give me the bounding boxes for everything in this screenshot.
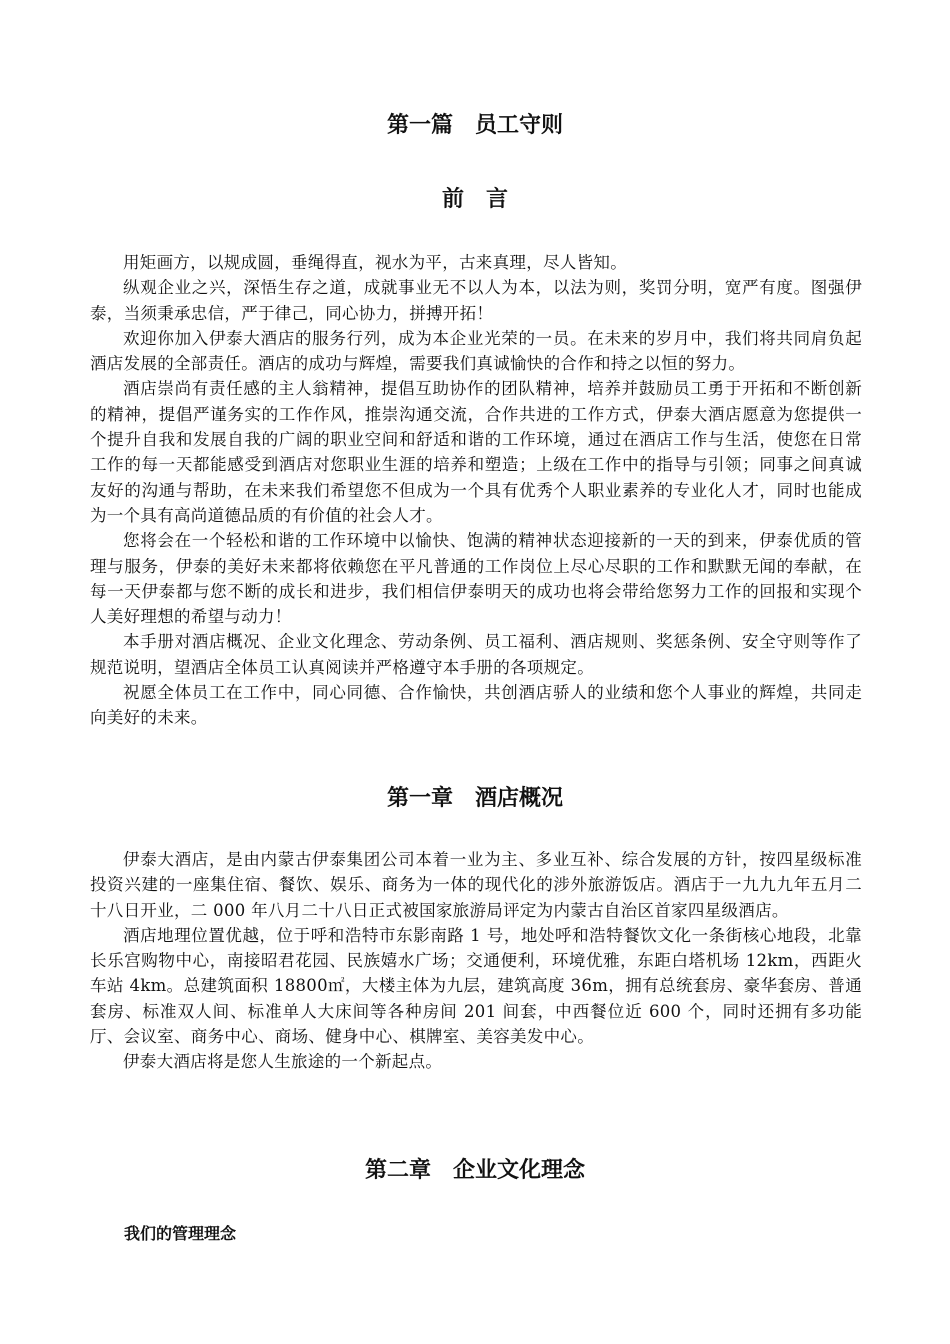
preface-paragraph: 欢迎你加入伊泰大酒店的服务行列，成为本企业光荣的一员。在未来的岁月中，我们将共同肩负起酒店发展的全部责任。酒店的成功与辉煌，需要我们真诚愉快的合作和持之以恒的努力。 — [90, 328, 862, 374]
preface-paragraph: 祝愿全体员工在工作中，同心同德、合作愉快，共创酒店骄人的业绩和您个人事业的辉煌，共同走向美好的未来。 — [90, 683, 862, 728]
chapter-1-paragraph: 伊泰大酒店，是由内蒙古伊泰集团公司本着一业为主、多业互补、综合发展的方针，按四星级标准投资兴建的一座集住宿、餐饮、娱乐、商务为一体的现代化的涉外旅游饭店。酒店于一九九九年五月二十八日开业，二 000 年八月二十八日正式被国家旅游局评定为内蒙古自治区首家四星级酒店。 — [90, 850, 862, 920]
chapter-1-paragraph: 酒店地理位置优越，位于呼和浩特市东影南路 1 号，地处呼和浩特餐饮文化一条街核心地段，北靠长乐宫购物中心，南接昭君花园、民族嬉水广场；交通便利，环境优雅，东距白塔机场 12km，西距火车站 4km。总建筑面积 18800㎡，大楼主体为九层，建筑高度 36m，拥有总统套房、豪华套房、普通套房、标准双人间、标准单人大床间等各种房间 201 间套，中西餐位近 600 个，同时还拥有多功能厅、会议室、商务中心、商场、健身中心、棋牌室、美容美发中心。 — [90, 925, 862, 1047]
preface-paragraph: 用矩画方，以规成圆，垂绳得直，视水为平，古来真理，尽人皆知。 — [123, 253, 627, 272]
preface-title: 前 言 — [441, 187, 508, 212]
part-title: 第一篇 员工守则 — [386, 113, 563, 138]
preface-paragraph: 纵观企业之兴，深悟生存之道，成就事业无不以人为本，以法为则，奖罚分明，宽严有度。图强伊泰，当须秉承忠信，严于律己，同心协力，拼搏开拓！ — [90, 278, 862, 323]
chapter-1-title: 第一章 酒店概况 — [386, 786, 563, 811]
preface-paragraph: 您将会在一个轻松和谐的工作环境中以愉快、饱满的精神状态迎接新的一天的到来，伊泰优质的管理与服务，伊泰的美好未来都将依赖您在平凡普通的工作岗位上尽心尽职的工作和默默无闻的奉献，在每一天伊泰都与您不断的成长和进步，我们相信伊泰明天的成功也将会带给您努力工作的回报和实现个人美好理想的希望与动力！ — [90, 531, 862, 627]
chapter-2-title: 第二章 企业文化理念 — [364, 1158, 585, 1183]
preface-paragraph: 本手册对酒店概况、企业文化理念、劳动条例、员工福利、酒店规则、奖惩条例、安全守则等作了规范说明，望酒店全体员工认真阅读并严格遵守本手册的各项规定。 — [90, 632, 862, 677]
preface-paragraph: 酒店崇尚有责任感的主人翁精神，提倡互助协作的团队精神，培养并鼓励员工勇于开拓和不断创新的精神，提倡严谨务实的工作作风，推崇沟通交流，合作共进的工作方式，伊泰大酒店愿意为您提供一个提升自我和发展自我的广阔的职业空间和舒适和谐的工作环境，通过在酒店工作与生活，使您在日常工作的每一天都能感受到酒店对您职业生涯的培养和塑造；上级在工作中的指导与引领；同事之间真诚友好的沟通与帮助，在未来我们希望您不但成为一个具有优秀个人职业素养的专业化人才，同时也能成为一个具有高尚道德品质的有价值的社会人才。 — [90, 379, 862, 525]
chapter-1-paragraph: 伊泰大酒店将是您人生旅途的一个新起点。 — [123, 1052, 443, 1072]
management-philosophy-heading: 我们的管理理念 — [124, 1224, 237, 1243]
chapter-1-body — [90, 847, 862, 1075]
preface-body — [90, 250, 862, 731]
